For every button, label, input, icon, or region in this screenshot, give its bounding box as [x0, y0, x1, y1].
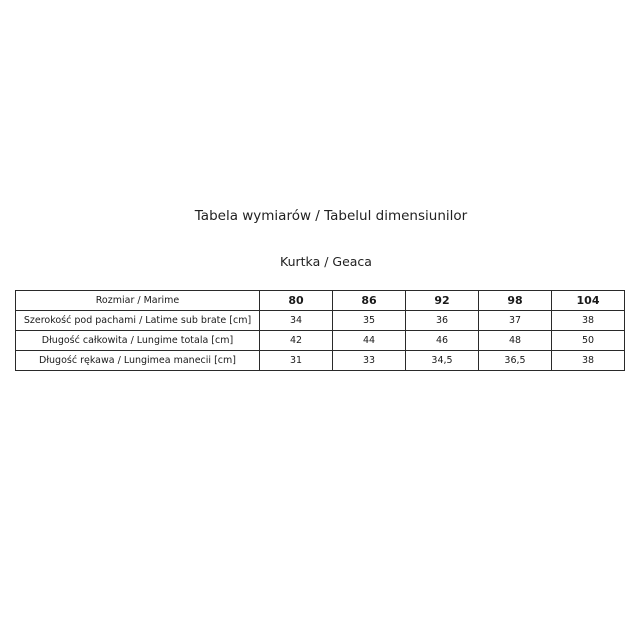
product-subtitle: Kurtka / Geaca — [280, 254, 372, 269]
size-header-cell: 104 — [552, 291, 625, 311]
row-label-cell: Długość rękawa / Lungimea manecii [cm] — [16, 351, 260, 371]
table-row — [16, 331, 625, 351]
table-cell: 50 — [552, 331, 625, 351]
table-row — [16, 311, 625, 331]
table-cell: 42 — [260, 331, 333, 351]
size-header-cell: 80 — [260, 291, 333, 311]
row-label-cell: Szerokość pod pachami / Latime sub brate [cm] — [16, 311, 260, 331]
header-label-cell: Rozmiar / Marime — [16, 291, 260, 311]
table-cell: 46 — [406, 331, 479, 351]
table-cell: 31 — [260, 351, 333, 371]
size-header-cell: 92 — [406, 291, 479, 311]
table-cell: 48 — [479, 331, 552, 351]
table-cell: 38 — [552, 311, 625, 331]
table-cell: 36 — [406, 311, 479, 331]
table-cell: 34 — [260, 311, 333, 331]
row-label-cell: Długość całkowita / Lungime totala [cm] — [16, 331, 260, 351]
size-header-cell: 86 — [333, 291, 406, 311]
page-title: Tabela wymiarów / Tabelul dimensiunilor — [194, 208, 468, 224]
size-chart-table — [15, 290, 625, 371]
table-cell: 38 — [552, 351, 625, 371]
size-header-cell: 98 — [479, 291, 552, 311]
table-cell: 44 — [333, 331, 406, 351]
table-header-row — [16, 291, 625, 311]
table-cell: 33 — [333, 351, 406, 371]
table-row — [16, 351, 625, 371]
table-cell: 34,5 — [406, 351, 479, 371]
table-cell: 36,5 — [479, 351, 552, 371]
table-cell: 35 — [333, 311, 406, 331]
table-cell: 37 — [479, 311, 552, 331]
